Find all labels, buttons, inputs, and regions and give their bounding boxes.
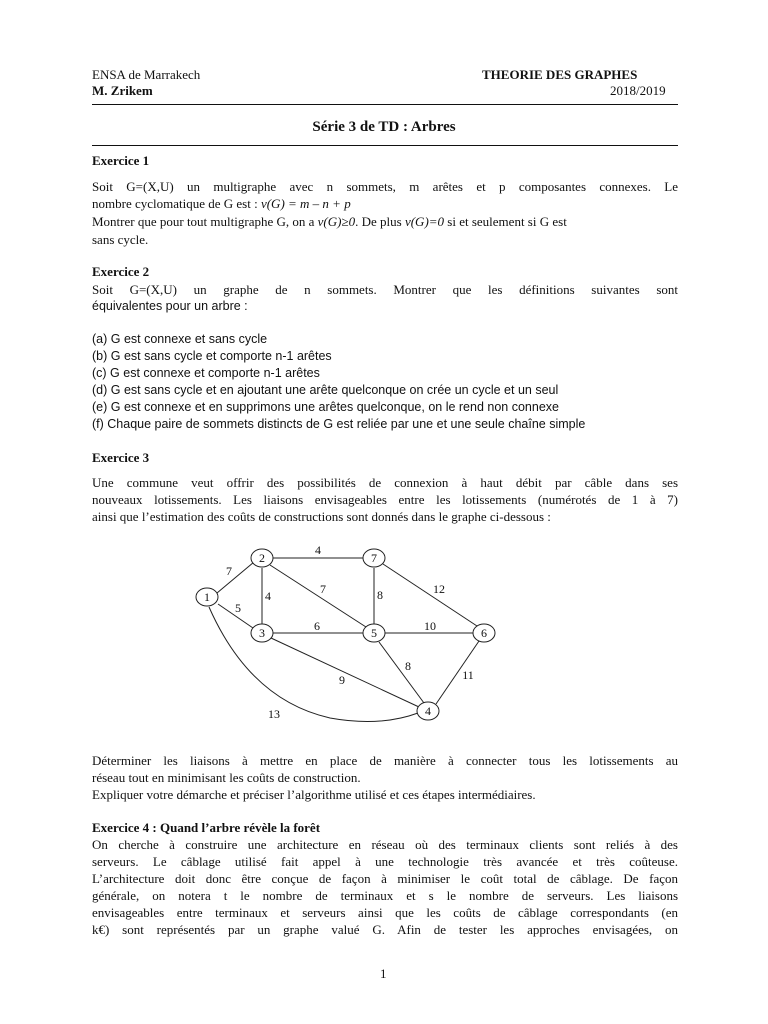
list-item: (d) G est sans cycle et en ajoutant une arête quelconque on crée un cycle et un seul: [92, 383, 559, 397]
edge-cost: 5: [235, 601, 241, 615]
ex3-question: Déterminer les liaisons à mettre en place de manière à connecter tous les lotissements au: [92, 753, 678, 768]
ex4-line: serveurs. Le câblage utilisé fait appel à une technologie très avancée et très coûteuse.: [92, 854, 678, 869]
node-label: 3: [259, 626, 265, 640]
node-label: 2: [259, 551, 265, 565]
ex2-line: Soit G=(X,U) un graphe de n sommets. Montrer que les définitions suivantes sont: [92, 282, 678, 297]
edge-cost: 7: [320, 582, 326, 596]
ex1-heading: Exercice 1: [92, 153, 150, 168]
ex4-line: On cherche à construire une architecture en réseau où des terminaux clients sont reliés à des: [92, 837, 678, 852]
edge-cost: 7: [226, 564, 232, 578]
school-name: ENSA de Marrakech: [92, 67, 201, 82]
node-label: 1: [204, 590, 210, 604]
edge-3-4: [271, 638, 419, 707]
list-item: (f) Chaque paire de sommets distincts de G est reliée par une et une seule chaîne simple: [92, 417, 586, 431]
author-name: M. Zrikem: [92, 83, 153, 98]
list-item: (e) G est connexe et en supprimons une arêtes quelconque, on le rend non connexe: [92, 400, 559, 414]
node-label: 5: [371, 626, 377, 640]
edge-cost: 10: [424, 619, 436, 633]
list-item: (b) G est sans cycle et comporte n-1 arêtes: [92, 349, 332, 363]
edge-cost: 9: [339, 673, 345, 687]
ex3-heading: Exercice 3: [92, 450, 150, 465]
edge-cost: 8: [377, 588, 383, 602]
page-title: Série 3 de TD : Arbres: [312, 119, 456, 135]
ex3-line: nouveaux lotissements. Les liaisons envisageables entre les lotissements (numérotés de 1 à 7): [92, 492, 678, 507]
edge-cost: 4: [265, 589, 271, 603]
cyclomatic-formula: ν(G) = m – n + p: [260, 196, 351, 211]
ex1-line: Soit G=(X,U) un multigraphe avec n sommets, m arêtes et p composantes connexes. Le: [92, 179, 678, 194]
edge-7-6: [383, 564, 477, 626]
node-label: 7: [371, 551, 377, 565]
course-title: THEORIE DES GRAPHES: [482, 67, 638, 82]
node-label: 6: [481, 626, 487, 640]
academic-year: 2018/2019: [610, 83, 666, 98]
edge-cost: 8: [405, 659, 411, 673]
ex3-question: Expliquer votre démarche et préciser l’algorithme utilisé et ces étapes intermédiaires.: [92, 787, 536, 802]
edge-2-5: [270, 565, 366, 627]
node-label: 4: [425, 704, 431, 718]
ex4-line: envisageables entre terminaux et serveurs ainsi que les coûts de câblage correspondants (en: [92, 905, 678, 920]
ex4-line: k€) sont représentés par un graphe valué G. Afin de tester les approches envisagées, on: [92, 922, 678, 937]
edge-cost: 13: [268, 707, 280, 721]
edge-cost: 12: [433, 582, 445, 596]
page-number: 1: [380, 966, 387, 981]
edge-1-2: [217, 562, 254, 593]
ex4-line: générale, on notera t le nombre de terminaux et s le nombre de serveurs. Les liaisons: [92, 888, 678, 903]
ex1-line: sans cycle.: [92, 232, 149, 247]
ex4-line: L’architecture doit donc être conçue de façon à minimiser le coût total de câblage. De façon: [92, 871, 678, 886]
list-item: (a) G est connexe et sans cycle: [92, 332, 268, 346]
ex2-heading: Exercice 2: [92, 264, 150, 279]
edge-cost: 4: [315, 543, 321, 557]
ex1-line: nombre cyclomatique de G est : ν(G) = m – n + p: [92, 196, 351, 211]
ex3-question: réseau tout en minimisant les coûts de construction.: [92, 770, 361, 785]
ex4-heading: Exercice 4 : Quand l’arbre révèle la forêt: [92, 820, 321, 835]
ex3-line: ainsi que l’estimation des coûts de constructions sont donnés dans le graphe ci-dessous :: [92, 509, 551, 524]
edge-cost: 6: [314, 619, 320, 633]
ex1-line: Montrer que pour tout multigraphe G, on a ν(G)≥0. De plus ν(G)=0 si et seulement si G est: [92, 214, 567, 229]
list-item: (c) G est connexe et comporte n-1 arêtes: [92, 366, 320, 380]
edge-5-4: [379, 642, 424, 703]
ex3-line: Une commune veut offrir des possibilités de connexion à haut débit par câble dans ses: [92, 475, 678, 490]
ex2-line: équivalentes pour un arbre :: [92, 299, 248, 313]
edge-cost: 11: [462, 668, 474, 682]
